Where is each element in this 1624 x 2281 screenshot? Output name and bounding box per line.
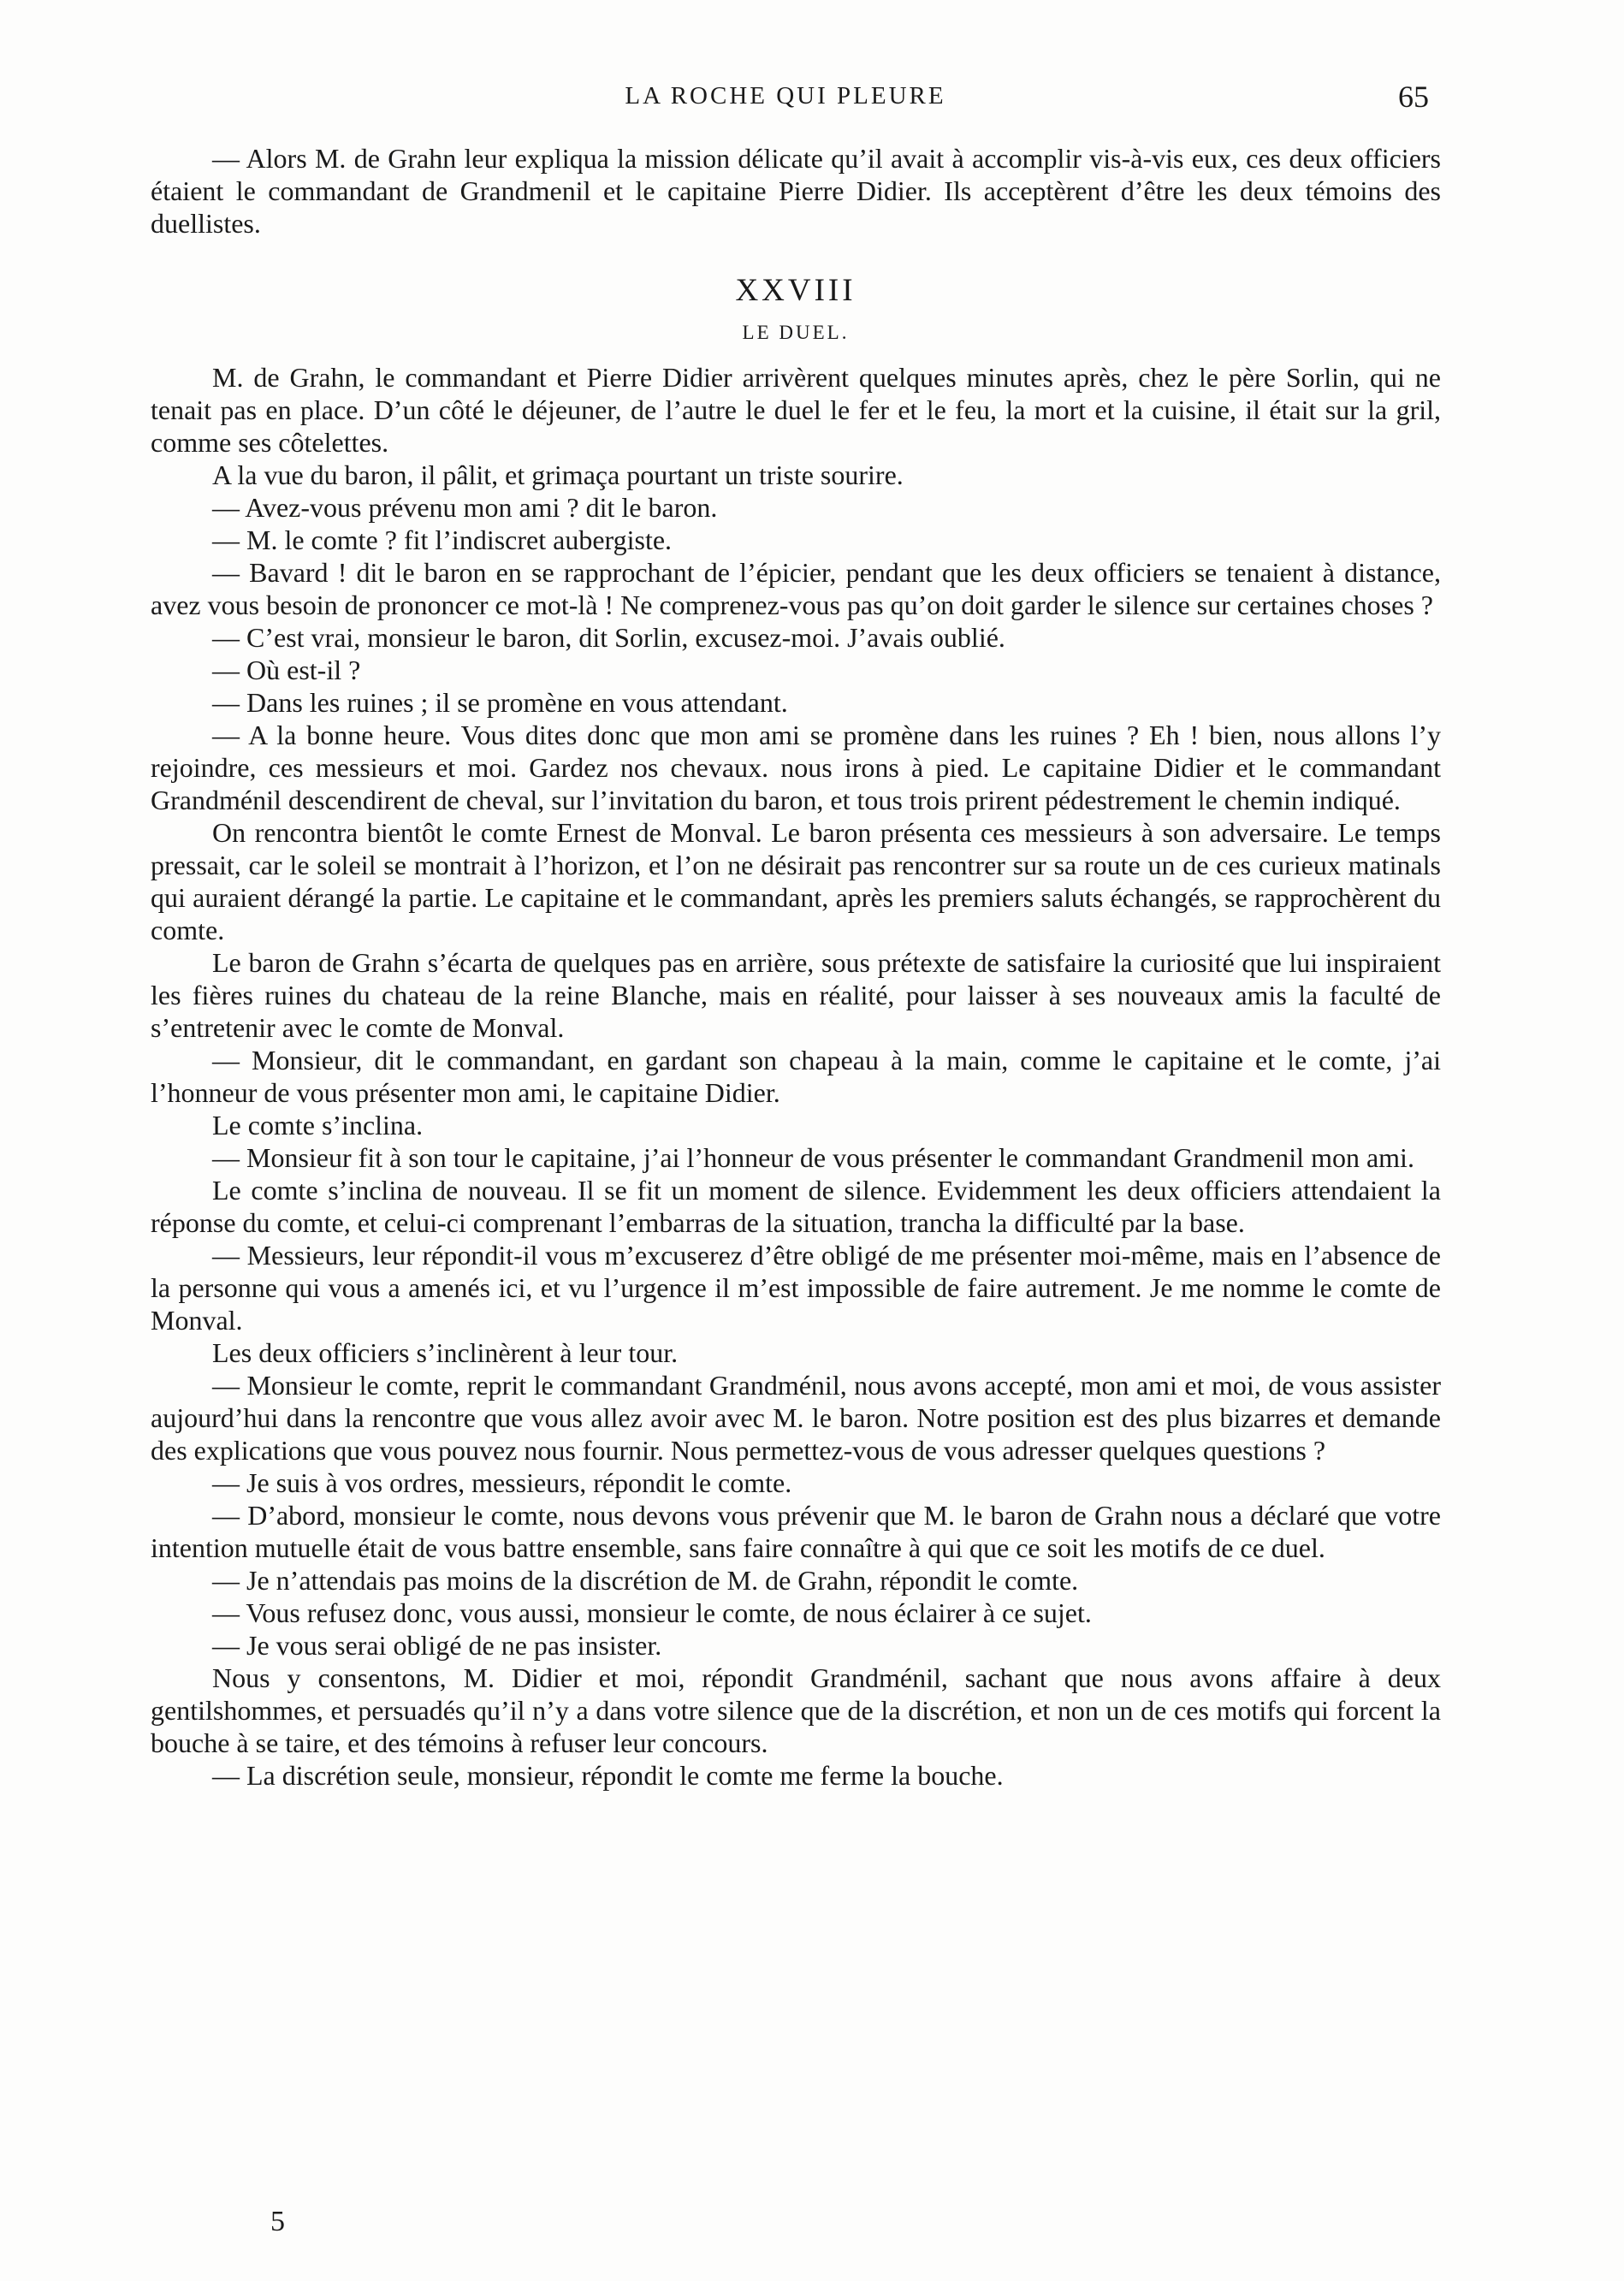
body-text	[151, 142, 1441, 1792]
paragraph: — Je suis à vos ordres, messieurs, répondit le comte.	[212, 1467, 792, 1498]
paragraph: Nous y consentons, M. Didier et moi, répondit Grandménil, sachant que nous avons affaire à deux gentilshommes, et persuadés qu’il n’y a dans votre silence que de la discrétion, et non un de ces motifs qui forcent la bouche à se taire, et des témoins à refuser leur concours.	[151, 1662, 1441, 1758]
paragraph: Le comte s’inclina.	[212, 1110, 424, 1140]
running-title: LA ROCHE QUI PLEURE	[625, 82, 946, 110]
paragraph: — Alors M. de Grahn leur expliqua la mission délicate qu’il avait à accomplir vis-à-vis eux, ces deux officiers étaient le commandant de Grandmenil et le capitaine Pierre Didier. Ils acceptèrent d’être les deux témoins des duellistes.	[151, 143, 1441, 239]
paragraph: — Avez-vous prévenu mon ami ? dit le baron.	[212, 492, 718, 523]
paragraph: — C’est vrai, monsieur le baron, dit Sorlin, excusez-moi. J’avais oublié.	[212, 622, 1005, 653]
paragraph: M. de Grahn, le commandant et Pierre Didier arrivèrent quelques minutes après, chez le père Sorlin, qui ne tenait pas en place. D’un côté le déjeuner, de l’autre le duel le fer et le feu, la mort et la cuisine, il était sur la gril, comme ses côtelettes.	[151, 362, 1441, 458]
paragraph: — Je vous serai obligé de ne pas insister.	[212, 1630, 662, 1661]
chapter-title: LE DUEL.	[742, 322, 850, 343]
paragraph: — Vous refusez donc, vous aussi, monsieur le comte, de nous éclairer à ce sujet.	[212, 1597, 1092, 1628]
paragraph: On rencontra bientôt le comte Ernest de Monval. Le baron présenta ces messieurs à son adversaire. Le temps pressait, car le soleil se montrait à l’horizon, et l’on ne désirait pas rencontrer sur sa route un de ces curieux matinals qui auraient dérangé la partie. Le capitaine et le commandant, après les premiers saluts échangés, se rapprochèrent du comte.	[151, 817, 1441, 945]
paragraph: — D’abord, monsieur le comte, nous devons vous prévenir que M. le baron de Grahn nous a déclaré que votre intention mutuelle était de vous battre ensemble, sans faire connaître à qui que ce soit les motifs de ce duel.	[151, 1500, 1441, 1563]
paragraph: — M. le comte ? fit l’indiscret aubergiste.	[212, 524, 673, 555]
paragraph: — Monsieur le comte, reprit le commandant Grandménil, nous avons accepté, mon ami et moi, de vous assister aujourd’hui dans la rencontre que vous allez avoir avec M. le baron. Notre position est des plus bizarres et demande des explications que vous pouvez nous fournir. Nous permettez-vous de vous adresser quelques questions ?	[151, 1370, 1441, 1466]
paragraph: — La discrétion seule, monsieur, répondit le comte me ferme la bouche.	[212, 1760, 1004, 1791]
paragraph: — Messieurs, leur répondit-il vous m’excuserez d’être obligé de me présenter moi-même, mais en l’absence de la personne qui vous a amenés ici, et vu l’urgence il m’est impossible de faire autrement. Je me nomme le comte de Monval.	[151, 1240, 1441, 1336]
paragraph: — Je n’attendais pas moins de la discrétion de M. de Grahn, répondit le comte.	[212, 1565, 1079, 1596]
chapter-number: XXVIII	[735, 273, 856, 308]
paragraph: — Dans les ruines ; il se promène en vous attendant.	[212, 687, 788, 718]
paragraph: — Monsieur fit à son tour le capitaine, j’ai l’honneur de vous présenter le commandant Grandmenil mon ami.	[212, 1142, 1414, 1173]
running-head	[0, 79, 1624, 113]
paragraph: Le baron de Grahn s’écarta de quelques pas en arrière, sous prétexte de satisfaire la curiosité que lui inspiraient les fières ruines du chateau de la reine Blanche, mais en réalité, pour laisser à ses nouveaux amis la faculté de s’entretenir avec le comte de Monval.	[151, 947, 1441, 1043]
paragraph: Le comte s’inclina de nouveau. Il se fit un moment de silence. Evidemment les deux officiers attendaient la réponse du comte, et celui-ci comprenant l’embarras de la situation, trancha la difficulté par la base.	[151, 1175, 1441, 1238]
paragraph: — Monsieur, dit le commandant, en gardant son chapeau à la main, comme le capitaine et le comte, j’ai l’honneur de vous présenter mon ami, le capitaine Didier.	[151, 1045, 1441, 1108]
signature-mark: 5	[270, 2206, 285, 2237]
paragraph: — Où est-il ?	[212, 655, 361, 685]
paragraph: — A la bonne heure. Vous dites donc que mon ami se promène dans les ruines ? Eh ! bien, nous allons l’y rejoindre, ces messieurs et moi. Gardez nos chevaux. nous irons à pied. Le capitaine Didier et le commandant Grandménil descendirent de cheval, sur l’invitation du baron, et tous trois prirent pédestrement le chemin indiqué.	[151, 720, 1441, 815]
paragraph: A la vue du baron, il pâlit, et grimaça pourtant un triste sourire.	[212, 459, 904, 490]
paragraph: Les deux officiers s’inclinèrent à leur tour.	[212, 1337, 679, 1368]
page-number: 65	[1398, 80, 1429, 114]
paragraph: — Bavard ! dit le baron en se rapprochant de l’épicier, pendant que les deux officiers se tenaient à distance, avez vous besoin de prononcer ce mot-là ! Ne comprenez-vous pas qu’on doit garder le silence sur certaines choses ?	[151, 557, 1441, 620]
